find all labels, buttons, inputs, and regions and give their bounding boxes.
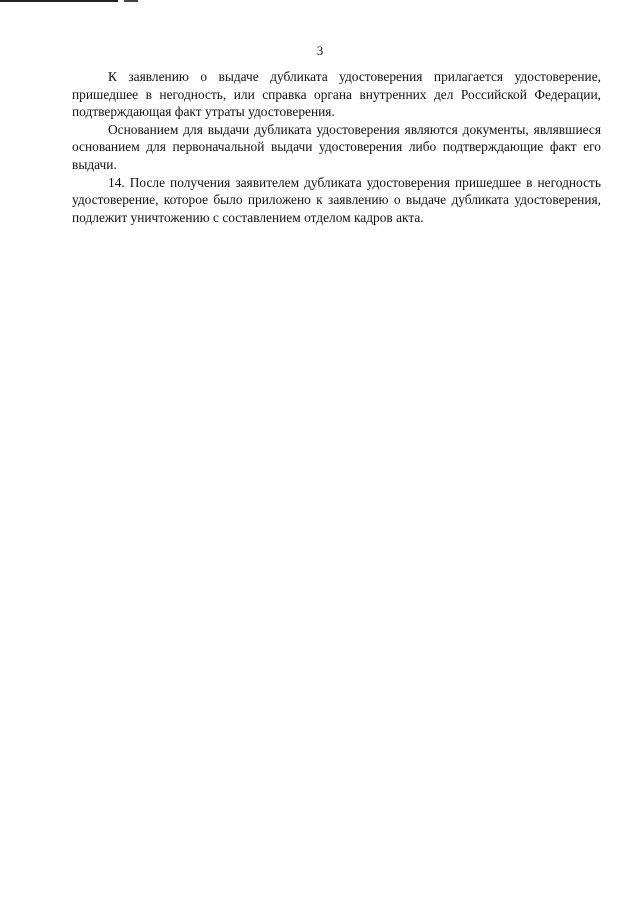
page-number: 3	[316, 43, 324, 58]
paragraph-basis: Основанием для выдачи дубликата удостоверения являются документы, являвшиеся основанием для первоначальной выдачи удостоверения либо подтверждающие факт его выдачи.	[72, 121, 601, 172]
paragraph-item-14: 14. После получения заявителем дубликата удостоверения пришедшее в негодность удостоверение, которое было приложено к заявлению о выдаче дубликата удостоверения, подлежит уничтожению с составлением отделом кадров акта.	[72, 174, 601, 225]
scan-edge-mark	[0, 0, 118, 2]
document-body	[72, 68, 601, 226]
scan-edge-mark-small	[124, 0, 138, 2]
paragraph-attachment: К заявлению о выдаче дубликата удостоверения прилагается удостоверение, пришедшее в негодность, или справка органа внутренних дел Российской Федерации, подтверждающая факт утраты удостоверения.	[72, 69, 601, 120]
